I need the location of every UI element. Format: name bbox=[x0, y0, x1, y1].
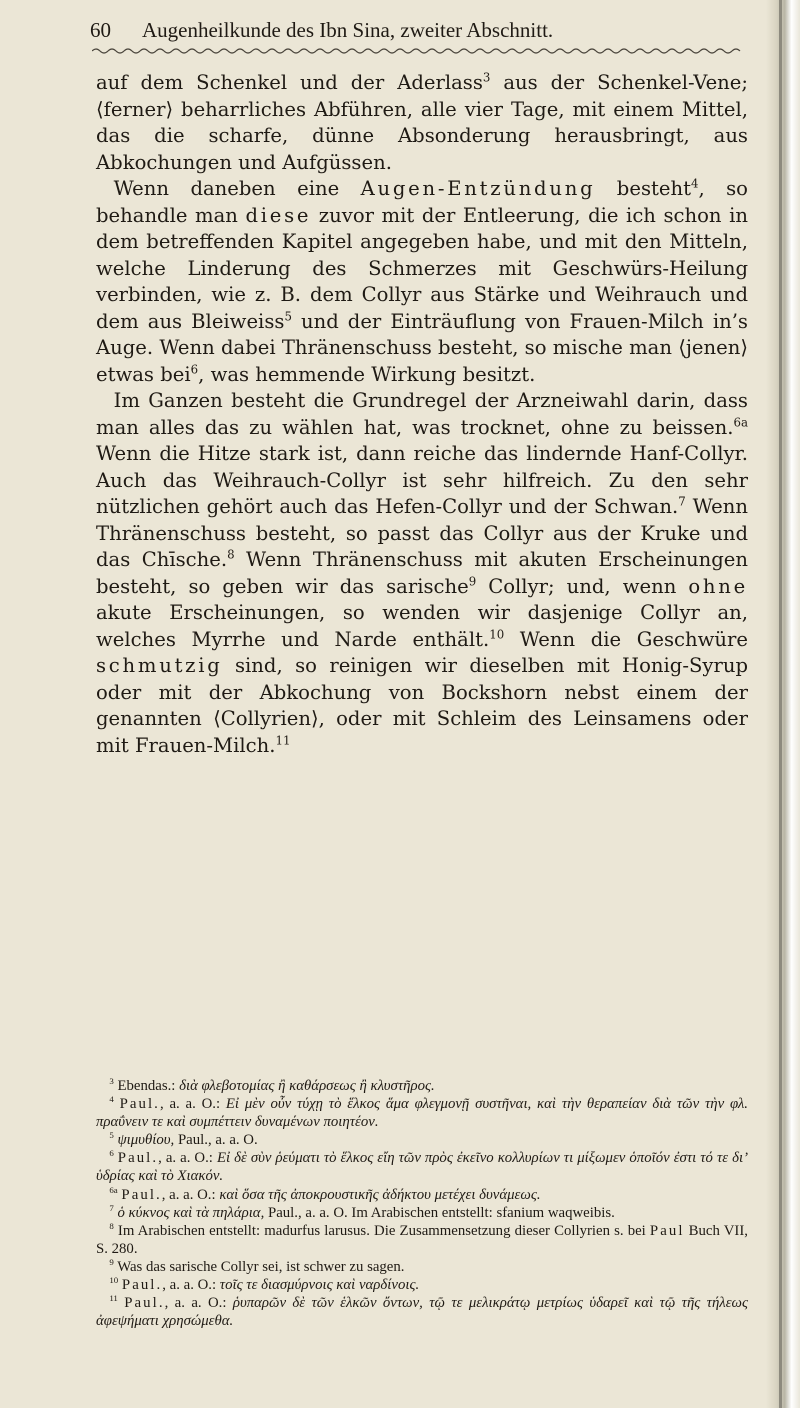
text-run: und der Einträuflung von Frauen-Milch in’s Auge. Wenn dabei Thränenschuss besteht, so mische man ⟨jenen⟩ etwas bei bbox=[96, 309, 748, 386]
greek-quote: τοῖς τε διασμύρνοις καὶ ναρδίνοις. bbox=[219, 1277, 420, 1294]
running-header bbox=[90, 18, 750, 48]
footnote-mark: 11 bbox=[109, 1293, 118, 1304]
footnote-mark: 9 bbox=[109, 1257, 114, 1268]
footnote-6 bbox=[96, 1149, 748, 1185]
footnote-7 bbox=[96, 1204, 748, 1222]
footnotes bbox=[96, 1077, 748, 1330]
binding-line bbox=[779, 0, 782, 1408]
greek-quote: ῥυπαρῶν δὲ τῶν ἑλκῶν ὄντων, τῷ τε μελικράτῳ μετρίως ὑδαρεῖ καὶ τῷ τῆς τήλεως ἀφεψήματι χρησώμεθα. bbox=[96, 1295, 748, 1330]
footnote-text: Paul., a. a. O. Im Arabischen entstellt: sfanium waqweibis. bbox=[264, 1204, 615, 1221]
footnote-text: Paul., a. a. O. bbox=[174, 1132, 258, 1149]
author-name: Paul. bbox=[119, 1096, 160, 1113]
author-name: Paul. bbox=[124, 1295, 165, 1312]
text-run: , was hemmende Wirkung besitzt. bbox=[198, 362, 536, 386]
footnote-text: , a. a. O.: bbox=[159, 1096, 226, 1113]
footnote-text: Im Arabischen entstellt: madurfus larusus. Die Zusammensetzung dieser Collyrien s. bei bbox=[117, 1222, 650, 1239]
footnote-mark: 10 bbox=[109, 1275, 119, 1286]
main-text bbox=[96, 70, 748, 759]
footnote-9 bbox=[96, 1258, 748, 1276]
running-title: Augenheilkunde des Ibn Sina, zweiter Abschnitt. bbox=[142, 18, 554, 42]
footnote-mark: 5 bbox=[109, 1130, 114, 1141]
greek-quote: καὶ ὅσα τῆς ἀποκρουστικῆς ἀδήκτου μετέχει δυνάμεως. bbox=[219, 1186, 541, 1203]
greek-quote: Εἰ μὲν οὖν τύχῃ τὸ ἕλκος ἅμα φλεγμονῇ συστῆναι, καὶ τὴν θεραπείαν διὰ τῶν τὴν φλ. πραΰνειν τε καὶ συμπέττειν δυναμένων ποιητέον. bbox=[96, 1096, 748, 1131]
wavy-rule bbox=[92, 46, 752, 56]
footnote-11 bbox=[96, 1294, 748, 1330]
text-run: Im Ganzen besteht die Grundregel der Arzneiwahl darin, dass man alles das zu wählen hat, was trocknet, ohne zu beissen. bbox=[96, 389, 748, 439]
footnote-text: Was das sarische Collyr sei, ist schwer zu sagen. bbox=[117, 1258, 405, 1275]
text-run: aus der Schenkel-Vene; ⟨ferner⟩ beharrliches Abführen, alle vier Tage, mit einem Mittel, das die scharfe, dünne Absonderung herausbringt, aus Abkochungen und Aufgüssen. bbox=[96, 71, 748, 174]
text-run: Wenn Thränenschuss mit akuten Erscheinungen besteht, so geben wir das sarische bbox=[96, 548, 748, 598]
footnote-5 bbox=[96, 1131, 748, 1149]
text-run: Collyr; und, wenn bbox=[476, 574, 689, 598]
emphasis-text: schmutzig bbox=[96, 654, 223, 677]
text-run: Wenn Thränenschuss besteht, so passt das Collyr aus der Kruke und das Chīsche. bbox=[96, 495, 748, 571]
footnote-mark: 7 bbox=[109, 1202, 114, 1213]
footnote-10 bbox=[96, 1276, 748, 1294]
text-run: Wenn daneben eine bbox=[113, 177, 361, 200]
text-run: auf dem Schenkel und der Aderlass bbox=[96, 71, 483, 94]
paragraph bbox=[96, 70, 748, 176]
footnote-mark: 4 bbox=[109, 1094, 114, 1105]
text-run: Wenn die Geschwüre bbox=[504, 627, 748, 651]
footnote-ref: 11 bbox=[275, 732, 291, 747]
footnote-text: Ebendas.: bbox=[117, 1078, 180, 1094]
footnote-ref: 4 bbox=[690, 176, 699, 191]
footnote-text: , a. a. O.: bbox=[158, 1150, 217, 1167]
author-name: Paul. bbox=[121, 1186, 162, 1203]
text-run: zuvor mit der Entleerung, die ich schon in dem betreffenden Kapitel angegeben habe, und mit den Mitteln, welche Linderung des Schmerzes mit Geschwürs-Heilung verbinden, wie z. B. dem Collyr aus Stärke und Weihrauch und dem aus Bleiweiss bbox=[96, 203, 748, 333]
footnote-ref: 8 bbox=[227, 547, 235, 562]
text-run: besteht bbox=[595, 177, 691, 200]
greek-quote: ψιμυθίου, bbox=[117, 1132, 175, 1149]
paragraph bbox=[96, 388, 748, 759]
footnote-text: , a. a. O.: bbox=[164, 1295, 233, 1312]
footnote-text: , a. a. O.: bbox=[161, 1186, 220, 1203]
emphasis-text: ohne bbox=[688, 574, 748, 598]
footnote-ref: 10 bbox=[489, 626, 505, 641]
footnote-ref: 6a bbox=[733, 414, 748, 429]
text-run: Wenn die Hitze stark ist, dann reiche das lindernde Hanf-Collyr. Auch das Weihrauch-Collyr ist sehr hilfreich. Zu den sehr nützlichen gehört auch das Hefen-Collyr und der Schwan. bbox=[96, 442, 748, 518]
greek-quote: ὁ κύκνος καὶ τὰ πηλάρια, bbox=[117, 1204, 265, 1221]
footnote-3 bbox=[96, 1077, 748, 1095]
footnote-ref: 9 bbox=[468, 573, 477, 588]
footnote-text: Buch VII, S. 280. bbox=[96, 1222, 748, 1257]
footnote-mark: 6a bbox=[109, 1184, 118, 1195]
footnote-ref: 3 bbox=[482, 70, 491, 85]
text-run: sind, so reinigen wir dieselben mit Honig-Syrup oder mit der Abkochung von Bockshorn nebst einem der genannten ⟨Collyrien⟩, oder mit Schleim des Leinsamens oder mit Frauen-Milch. bbox=[96, 654, 748, 757]
author-name: Paul bbox=[649, 1222, 685, 1239]
text-run: , so behandle man bbox=[96, 177, 748, 227]
footnote-ref: 5 bbox=[284, 308, 292, 323]
greek-quote: Εἰ δὲ σὺν ῥεύματι τὸ ἕλκος εἴη τῶν πρὸς ἐκεῖνο κολλυρίων τι μίξωμεν ὁποῖόν ἐστι τό τε δι’ ὑδρίας καὶ τὸ Χιακόν. bbox=[96, 1150, 749, 1185]
footnote-mark: 6 bbox=[109, 1148, 114, 1159]
text-run: akute Erscheinungen, so wenden wir dasjenige Collyr an, welches Myrrhe und Narde enthält. bbox=[96, 601, 748, 651]
footnote-6a bbox=[96, 1186, 748, 1204]
footnote-ref: 6 bbox=[190, 361, 199, 376]
footnote-4 bbox=[96, 1095, 748, 1131]
footnote-text: , a. a. O.: bbox=[162, 1277, 220, 1294]
greek-quote: διὰ φλεβοτομίας ἢ καθάρσεως ἢ κλυστῆρος. bbox=[179, 1078, 435, 1094]
page-number: 60 bbox=[90, 18, 111, 42]
footnote-mark: 3 bbox=[109, 1076, 114, 1087]
emphasis-text: Augen-Entzündung bbox=[360, 177, 596, 200]
footnote-ref: 7 bbox=[678, 494, 686, 509]
footnote-mark: 8 bbox=[109, 1220, 114, 1231]
author-name: Paul. bbox=[121, 1277, 163, 1294]
author-name: Paul. bbox=[117, 1150, 159, 1167]
emphasis-text: diese bbox=[245, 203, 312, 227]
paragraph bbox=[96, 176, 748, 388]
page-edge-shadow bbox=[766, 0, 800, 1408]
footnote-8 bbox=[96, 1222, 748, 1258]
